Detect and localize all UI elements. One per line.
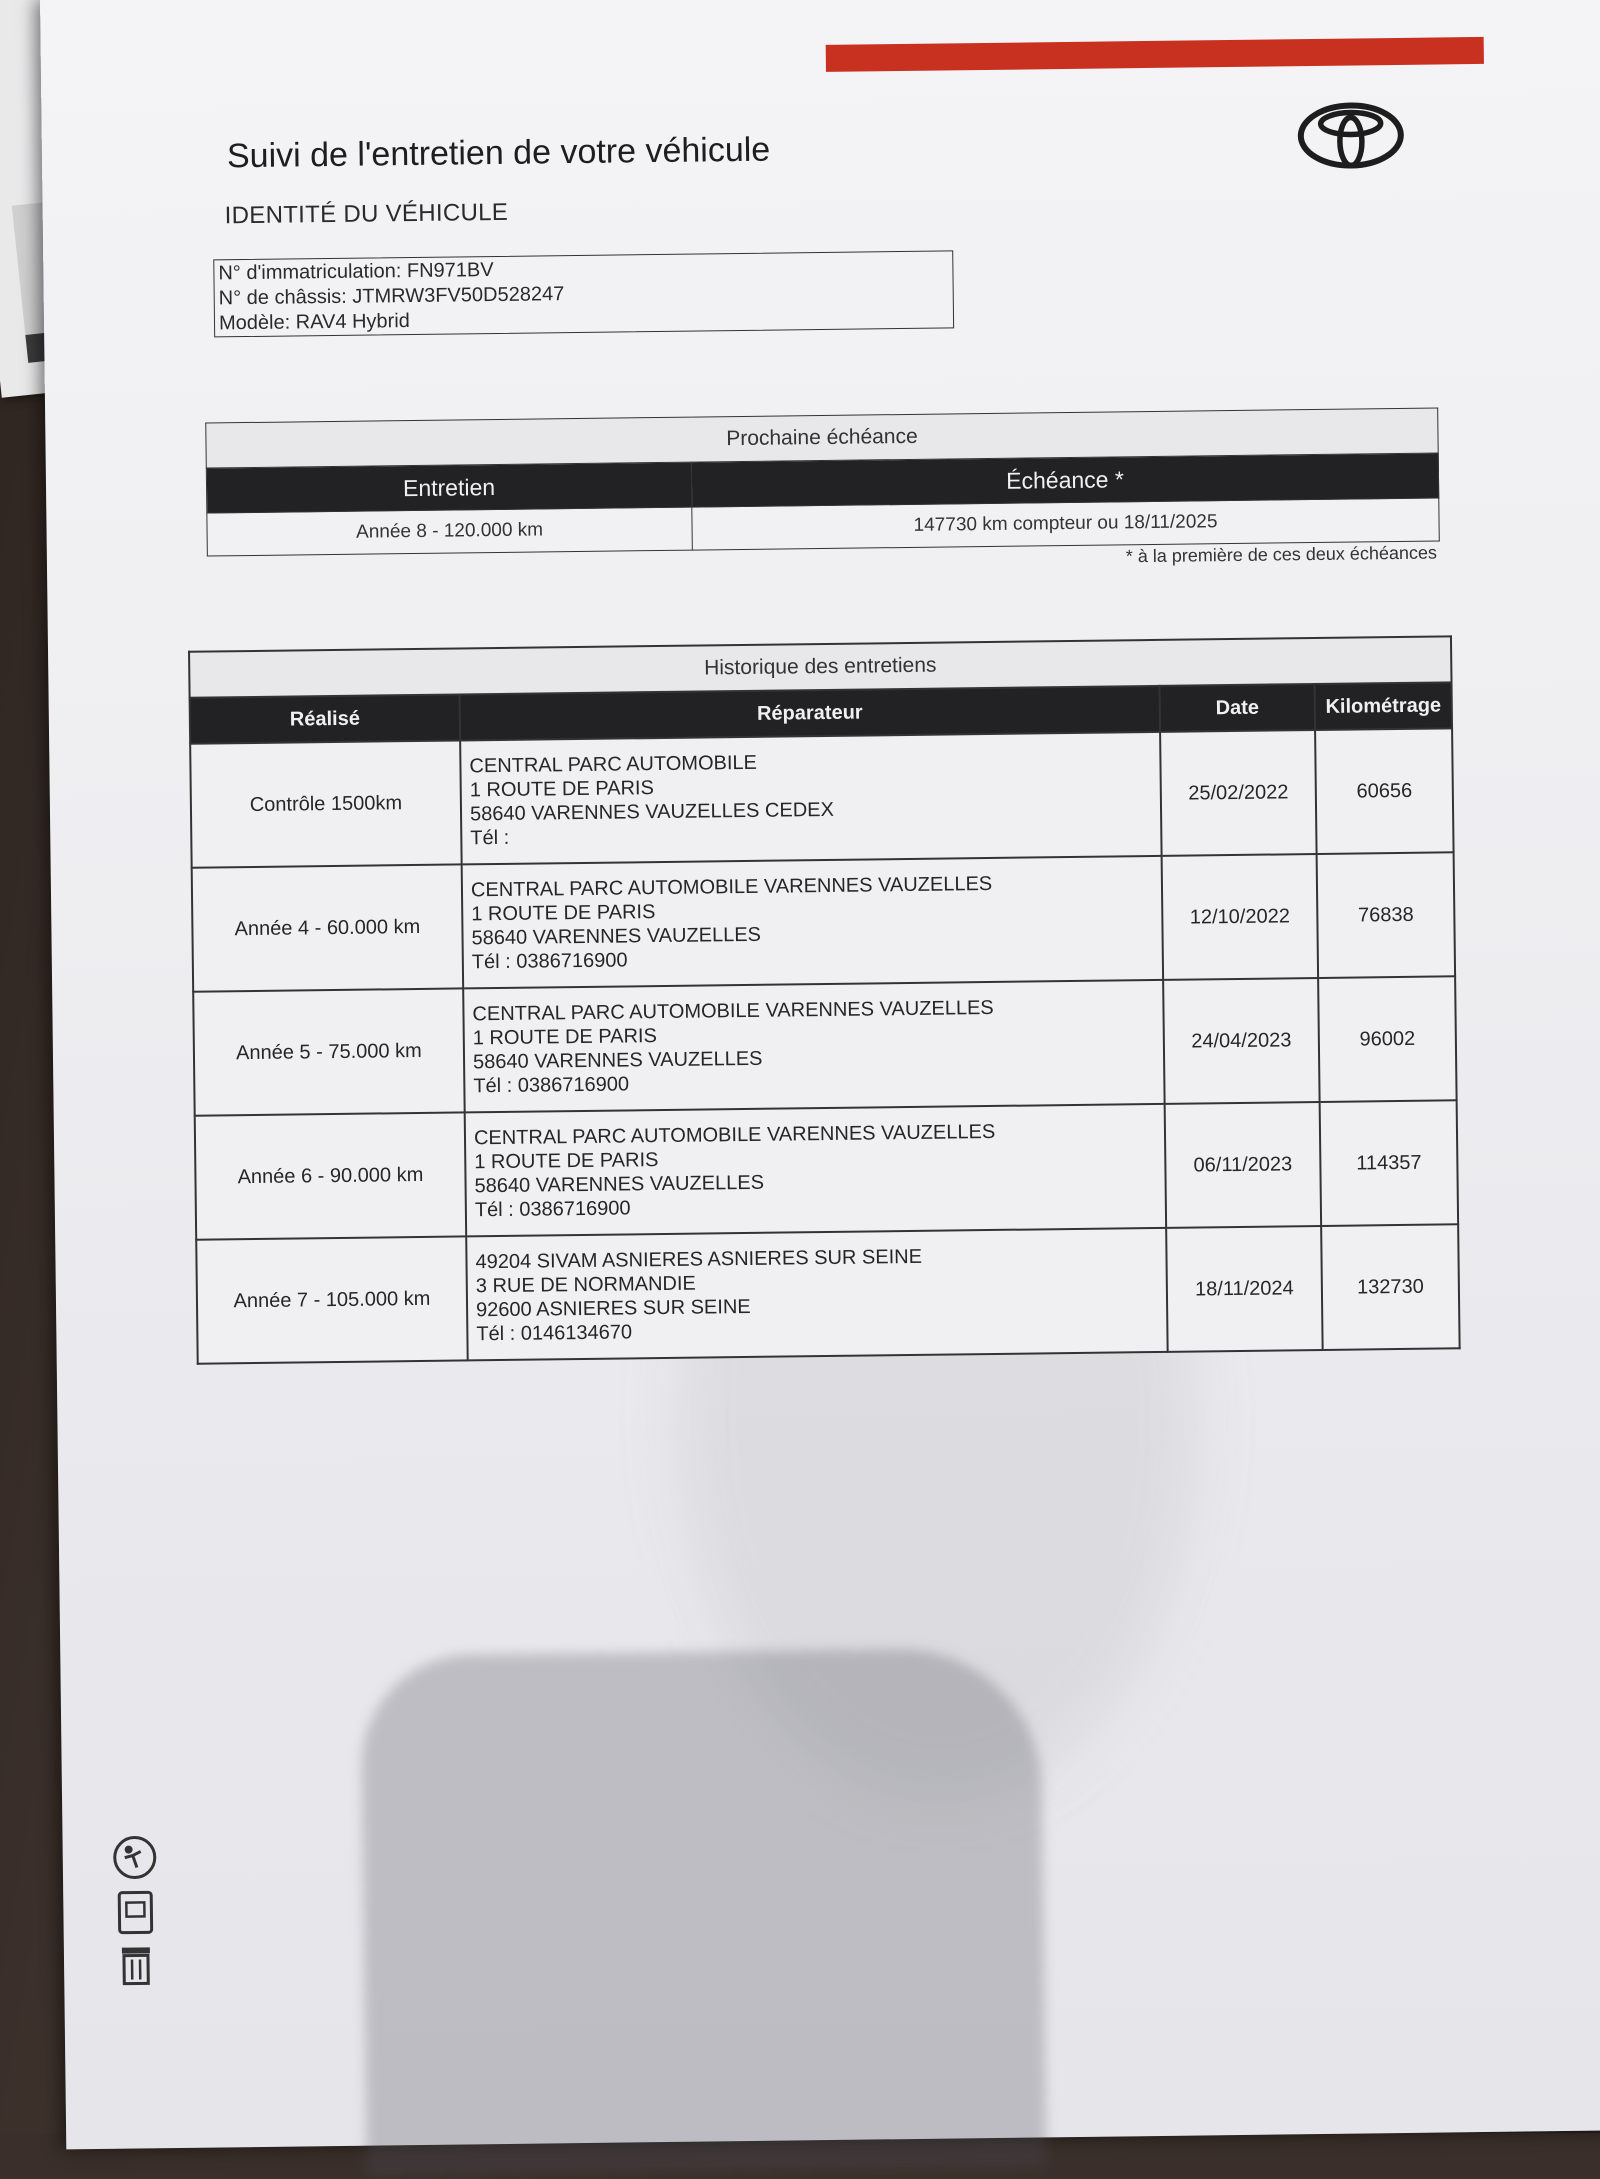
vehicle-identity-box xyxy=(213,250,954,337)
reparateur-line: CENTRAL PARC AUTOMOBILE VARENNES VAUZELLES xyxy=(471,870,1153,902)
reparateur-line: Tél : 0386716900 xyxy=(472,942,1154,974)
history-caption: Historique des entretiens xyxy=(189,636,1452,697)
reparateur-line: CENTRAL PARC AUTOMOBILE xyxy=(469,746,1151,778)
phone-shadow xyxy=(360,1647,1046,2175)
reparateur-line: 1 ROUTE DE PARIS xyxy=(471,894,1153,926)
table-row xyxy=(192,852,1455,991)
history-realise: Contrôle 1500km xyxy=(190,740,461,867)
history-table xyxy=(188,635,1461,1364)
next-due-header-echeance: Échéance * xyxy=(691,453,1439,507)
history-date: 12/10/2022 xyxy=(1162,854,1319,980)
brand-accent-bar xyxy=(826,37,1484,72)
history-realise: Année 6 - 90.000 km xyxy=(195,1112,466,1239)
next-due-caption: Prochaine échéance xyxy=(206,408,1438,468)
reparateur-line: 1 ROUTE DE PARIS xyxy=(474,1142,1156,1174)
history-date: 24/04/2023 xyxy=(1163,978,1320,1104)
next-due-echeance: 147730 km compteur ou 18/11/2025 xyxy=(692,498,1439,550)
history-reparateur xyxy=(460,732,1161,865)
toyota-logo-icon xyxy=(1296,101,1405,170)
reparateur-line: Tél : 0386716900 xyxy=(475,1190,1157,1222)
history-reparateur xyxy=(466,1228,1167,1361)
history-km: 132730 xyxy=(1321,1224,1460,1350)
history-km: 114357 xyxy=(1320,1100,1459,1226)
page-title: Suivi de l'entretien de votre véhicule xyxy=(227,131,771,177)
reparateur-line: 92600 ASNIERES SUR SEINE xyxy=(476,1290,1158,1322)
history-realise: Année 4 - 60.000 km xyxy=(192,864,463,991)
history-reparateur xyxy=(463,980,1164,1113)
history-header-date: Date xyxy=(1160,684,1316,732)
history-date: 25/02/2022 xyxy=(1160,730,1317,856)
next-due-entretien: Année 8 - 120.000 km xyxy=(207,507,692,556)
reparateur-line: 1 ROUTE DE PARIS xyxy=(473,1018,1155,1050)
table-row xyxy=(196,1224,1459,1363)
history-km: 76838 xyxy=(1317,852,1456,978)
maintenance-sheet xyxy=(40,0,1600,2149)
reparateur-line: 58640 VARENNES VAUZELLES xyxy=(471,918,1153,950)
history-km: 60656 xyxy=(1315,728,1454,854)
history-date: 06/11/2023 xyxy=(1165,1102,1322,1228)
reparateur-line: Tél : 0146134670 xyxy=(476,1314,1158,1346)
model-line: Modèle: RAV4 Hybrid xyxy=(219,302,949,336)
next-due-header-entretien: Entretien xyxy=(206,462,692,513)
history-reparateur xyxy=(465,1104,1166,1237)
history-realise: Année 5 - 75.000 km xyxy=(193,988,464,1115)
reparateur-line: 58640 VARENNES VAUZELLES CEDEX xyxy=(470,794,1152,826)
reparateur-line: 3 RUE DE NORMANDIE xyxy=(476,1266,1158,1298)
history-reparateur xyxy=(462,856,1163,989)
history-header-reparateur: Réparateur xyxy=(460,686,1161,741)
history-header-km: Kilométrage xyxy=(1315,682,1453,730)
bin-icon xyxy=(112,1941,161,1990)
next-due-footnote: * à la première de ces deux échéances xyxy=(947,543,1437,570)
reparateur-line: 58640 VARENNES VAUZELLES xyxy=(474,1166,1156,1198)
table-row xyxy=(190,728,1453,867)
reparateur-line: CENTRAL PARC AUTOMOBILE VARENNES VAUZELLES xyxy=(474,1118,1156,1150)
reparateur-line: Tél : 0386716900 xyxy=(473,1066,1155,1098)
history-realise: Année 7 - 105.000 km xyxy=(196,1236,467,1363)
history-date: 18/11/2024 xyxy=(1166,1226,1323,1352)
history-km: 96002 xyxy=(1318,976,1457,1102)
recycle-sorting-icon xyxy=(110,1833,159,1882)
table-row xyxy=(193,976,1456,1115)
next-due-table xyxy=(205,407,1440,556)
paper-sort-icon xyxy=(111,1888,160,1937)
reparateur-line: 1 ROUTE DE PARIS xyxy=(470,770,1152,802)
history-header-realise: Réalisé xyxy=(190,694,461,743)
chassis-line: N° de châssis: JTMRW3FV50D528247 xyxy=(219,277,949,311)
reparateur-line: 49204 SIVAM ASNIERES ASNIERES SUR SEINE xyxy=(475,1242,1157,1274)
reparateur-line: Tél : xyxy=(470,818,1152,850)
reparateur-line: CENTRAL PARC AUTOMOBILE VARENNES VAUZELLES xyxy=(472,994,1154,1026)
identity-heading: IDENTITÉ DU VÉHICULE xyxy=(225,199,509,230)
registration-line: N° d'immatriculation: FN971BV xyxy=(218,252,948,286)
reparateur-line: 58640 VARENNES VAUZELLES xyxy=(473,1042,1155,1074)
table-row xyxy=(195,1100,1458,1239)
